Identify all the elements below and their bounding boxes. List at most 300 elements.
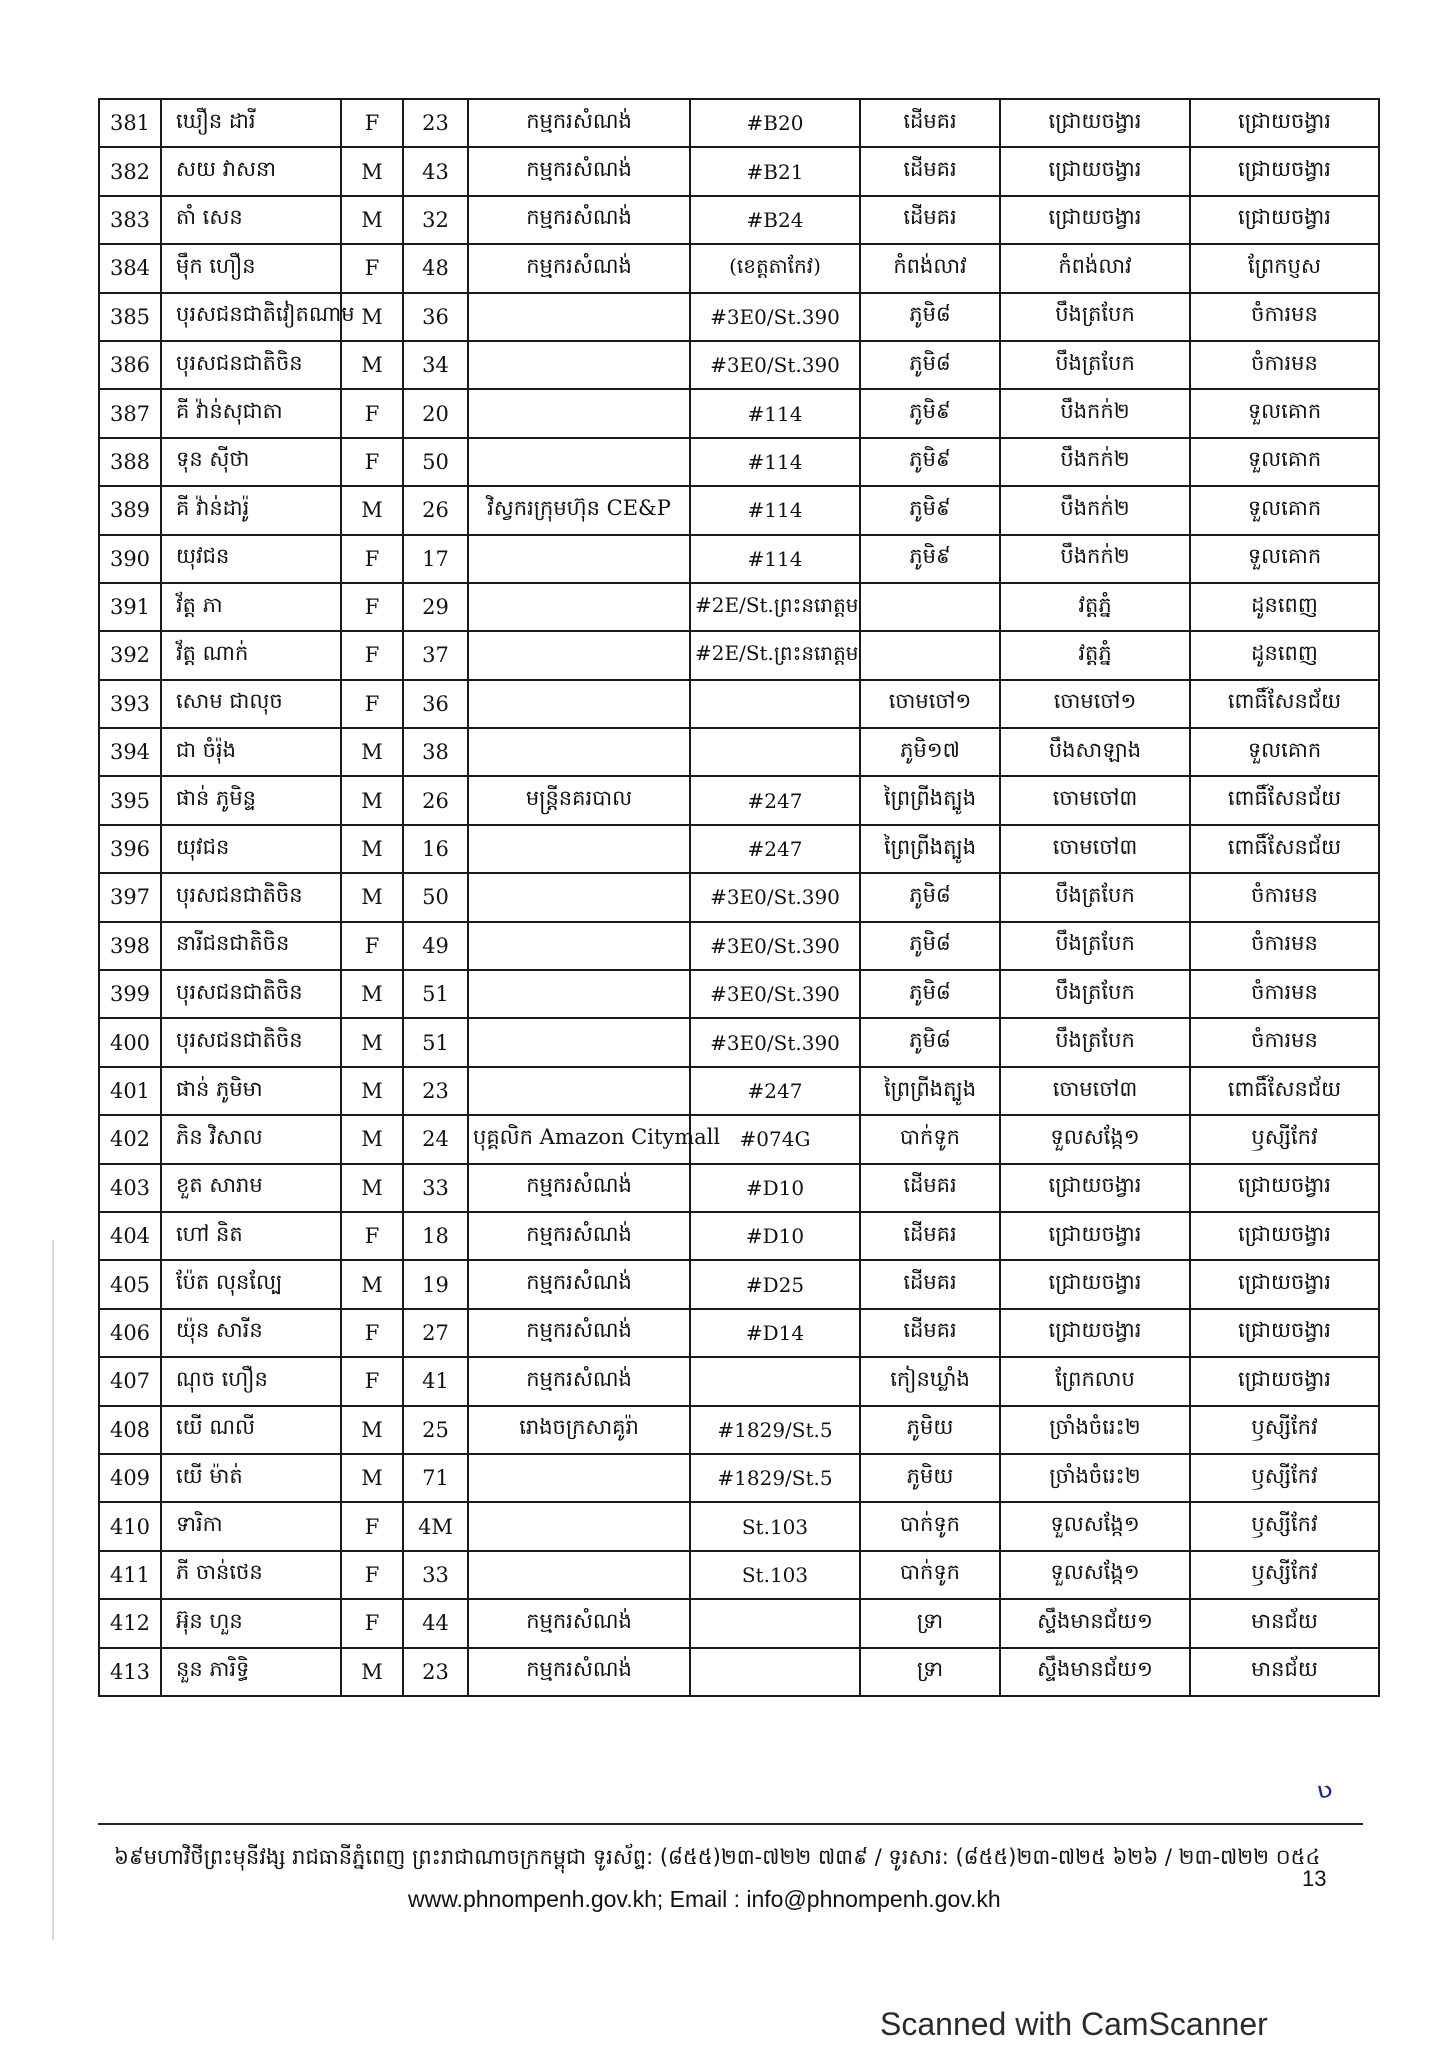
occupation-cell: កម្មករសំណង់ — [468, 99, 690, 147]
row-number-cell: 410 — [99, 1502, 161, 1550]
row-number-cell: 405 — [99, 1260, 161, 1308]
person-name-cell: បុរសជនជាតិចិន — [161, 873, 341, 921]
commune-cell: បឹងសាឡាង — [1000, 728, 1190, 776]
row-number-cell: 402 — [99, 1115, 161, 1163]
table-row — [99, 1406, 1379, 1454]
village-cell: បាក់ទូក — [860, 1502, 1000, 1550]
page-number: 13 — [1302, 1866, 1327, 1891]
district-cell: ទួលគោក — [1190, 535, 1379, 583]
occupation-cell — [468, 293, 690, 341]
district-cell: ឫស្សីកែវ — [1190, 1406, 1379, 1454]
sex-cell: F — [341, 680, 403, 728]
commune-cell: បឹងត្របែក — [1000, 873, 1190, 921]
table-row — [99, 486, 1379, 534]
occupation-cell — [468, 1018, 690, 1066]
person-name-cell: ផាន់ ភូមិន្ទ — [161, 776, 341, 824]
age-cell: 50 — [403, 438, 468, 486]
row-number-cell: 385 — [99, 293, 161, 341]
row-number-cell: 412 — [99, 1599, 161, 1647]
commune-cell: បឹងកក់២ — [1000, 438, 1190, 486]
commune-cell: វត្តភ្នំ — [1000, 583, 1190, 631]
age-cell: 4M — [403, 1502, 468, 1550]
table-row — [99, 535, 1379, 583]
age-cell: 33 — [403, 1164, 468, 1212]
house-address-cell: #D10 — [690, 1164, 860, 1212]
district-cell: ពោធិ៍សែនជ័យ — [1190, 825, 1379, 873]
sex-cell: F — [341, 1551, 403, 1599]
person-name-cell: វ័ត្ត ណាក់ — [161, 631, 341, 679]
age-cell: 29 — [403, 583, 468, 631]
district-cell: ជ្រោយចង្វារ — [1190, 1260, 1379, 1308]
initial-signature: ᶹ — [1313, 1770, 1340, 1823]
village-cell: ភូមិ៨ — [860, 970, 1000, 1018]
house-address-cell: #2E/St.ព្រះនរោត្តម — [690, 583, 860, 631]
person-name-cell: សយ វាសនា — [161, 147, 341, 195]
occupation-cell — [468, 728, 690, 776]
row-number-cell: 398 — [99, 922, 161, 970]
occupation-cell: កម្មករសំណង់ — [468, 196, 690, 244]
occupation-cell: បុគ្គលិក Amazon Citymall — [468, 1115, 690, 1163]
person-name-cell: តាំ សេន — [161, 196, 341, 244]
person-name-cell: សោម ជាលុច — [161, 680, 341, 728]
district-cell: ចំការមន — [1190, 341, 1379, 389]
commune-cell: ជ្រោយចង្វារ — [1000, 99, 1190, 147]
house-address-cell: St.103 — [690, 1502, 860, 1550]
village-cell: ដើមគរ — [860, 196, 1000, 244]
village-cell: ភូមិ៨ — [860, 341, 1000, 389]
person-name-cell: ហៅ និត — [161, 1212, 341, 1260]
occupation-cell: រោងចក្រសាគូរ៉ា — [468, 1406, 690, 1454]
person-name-cell: យើ ម៉ាត់ — [161, 1454, 341, 1502]
house-address-cell: #1829/St.5 — [690, 1406, 860, 1454]
age-cell: 41 — [403, 1357, 468, 1405]
house-address-cell: #D25 — [690, 1260, 860, 1308]
person-name-cell: ផាន់ ភូមិមា — [161, 1067, 341, 1115]
person-name-cell: បុរសជនជាតិចិន — [161, 970, 341, 1018]
scan-edge-line — [52, 1240, 54, 1940]
age-cell: 48 — [403, 244, 468, 292]
row-number-cell: 386 — [99, 341, 161, 389]
row-number-cell: 400 — [99, 1018, 161, 1066]
occupation-cell: កម្មករសំណង់ — [468, 1357, 690, 1405]
sex-cell: M — [341, 293, 403, 341]
person-name-cell: នារីជនជាតិចិន — [161, 922, 341, 970]
commune-cell: បឹងកក់២ — [1000, 486, 1190, 534]
sex-cell: F — [341, 1502, 403, 1550]
sex-cell: F — [341, 244, 403, 292]
district-cell: ចំការមន — [1190, 922, 1379, 970]
village-cell — [860, 583, 1000, 631]
person-name-cell: យុវជន — [161, 535, 341, 583]
row-number-cell: 403 — [99, 1164, 161, 1212]
sex-cell: M — [341, 728, 403, 776]
house-address-cell: #1829/St.5 — [690, 1454, 860, 1502]
district-cell: ពោធិ៍សែនជ័យ — [1190, 776, 1379, 824]
occupation-cell — [468, 583, 690, 631]
row-number-cell: 383 — [99, 196, 161, 244]
table-row — [99, 825, 1379, 873]
house-address-cell: (ខេត្តតាកែវ) — [690, 244, 860, 292]
row-number-cell: 387 — [99, 389, 161, 437]
person-name-cell: ភី ចាន់ថេន — [161, 1551, 341, 1599]
age-cell: 51 — [403, 970, 468, 1018]
house-address-cell: #247 — [690, 1067, 860, 1115]
age-cell: 50 — [403, 873, 468, 921]
row-number-cell: 413 — [99, 1648, 161, 1696]
camscanner-watermark: Scanned with CamScanner — [880, 2006, 1268, 2042]
row-number-cell: 388 — [99, 438, 161, 486]
commune-cell: ជ្រោយចង្វារ — [1000, 1164, 1190, 1212]
age-cell: 34 — [403, 341, 468, 389]
age-cell: 27 — [403, 1309, 468, 1357]
sex-cell: M — [341, 1067, 403, 1115]
row-number-cell: 389 — [99, 486, 161, 534]
district-cell: ចំការមន — [1190, 970, 1379, 1018]
occupation-cell: កម្មករសំណង់ — [468, 1648, 690, 1696]
sex-cell: F — [341, 99, 403, 147]
village-cell: បាក់ទូក — [860, 1115, 1000, 1163]
person-name-cell: ទុន ស៊ីថា — [161, 438, 341, 486]
village-cell: ភូមិ៨ — [860, 293, 1000, 341]
table-row — [99, 728, 1379, 776]
age-cell: 26 — [403, 486, 468, 534]
occupation-cell: វិស្វករក្រុមហ៊ុន CE&P — [468, 486, 690, 534]
age-cell: 51 — [403, 1018, 468, 1066]
sex-cell: M — [341, 1406, 403, 1454]
occupation-cell: កម្មករសំណង់ — [468, 1212, 690, 1260]
footer-contact: www.phnompenh.gov.kh; Email : info@phnompenh.gov.kh — [408, 1886, 1001, 1912]
sex-cell: F — [341, 438, 403, 486]
table-row — [99, 1164, 1379, 1212]
row-number-cell: 391 — [99, 583, 161, 631]
person-name-cell: បុរសជនជាតិចិន — [161, 341, 341, 389]
village-cell: កៀនឃ្លាំង — [860, 1357, 1000, 1405]
house-address-cell: #114 — [690, 535, 860, 583]
occupation-cell — [468, 970, 690, 1018]
records-table-wrapper — [98, 98, 1378, 1697]
district-cell: ទួលគោក — [1190, 438, 1379, 486]
house-address-cell — [690, 728, 860, 776]
row-number-cell: 390 — [99, 535, 161, 583]
table-row — [99, 1454, 1379, 1502]
sex-cell: F — [341, 1599, 403, 1647]
house-address-cell: #3E0/St.390 — [690, 1018, 860, 1066]
commune-cell: បឹងត្របែក — [1000, 341, 1190, 389]
occupation-cell — [468, 680, 690, 728]
district-cell: ព្រែកប្ញស — [1190, 244, 1379, 292]
row-number-cell: 399 — [99, 970, 161, 1018]
house-address-cell: #3E0/St.390 — [690, 293, 860, 341]
sex-cell: F — [341, 535, 403, 583]
district-cell: ចំការមន — [1190, 293, 1379, 341]
commune-cell: បឹងកក់២ — [1000, 535, 1190, 583]
occupation-cell: កម្មករសំណង់ — [468, 147, 690, 195]
house-address-cell: #114 — [690, 486, 860, 534]
commune-cell: ស្ទឹងមានជ័យ១ — [1000, 1648, 1190, 1696]
house-address-cell: #2E/St.ព្រះនរោត្តម — [690, 631, 860, 679]
commune-cell: ព្រែកលាប — [1000, 1357, 1190, 1405]
commune-cell: វត្តភ្នំ — [1000, 631, 1190, 679]
village-cell: បាក់ទូក — [860, 1551, 1000, 1599]
commune-cell: ចោមចៅ៣ — [1000, 1067, 1190, 1115]
age-cell: 20 — [403, 389, 468, 437]
sex-cell: F — [341, 1212, 403, 1260]
person-name-cell: វ័ត្ត ភា — [161, 583, 341, 631]
house-address-cell — [690, 680, 860, 728]
sex-cell: M — [341, 1648, 403, 1696]
house-address-cell: #B24 — [690, 196, 860, 244]
commune-cell: បឹងត្របែក — [1000, 293, 1190, 341]
row-number-cell: 397 — [99, 873, 161, 921]
table-row — [99, 970, 1379, 1018]
person-name-cell: ឃឿន ដារី — [161, 99, 341, 147]
district-cell: ជ្រោយចង្វារ — [1190, 1212, 1379, 1260]
person-name-cell: គី វ៉ាន់សុជាតា — [161, 389, 341, 437]
occupation-cell: កម្មករសំណង់ — [468, 1260, 690, 1308]
occupation-cell: កម្មករសំណង់ — [468, 1599, 690, 1647]
table-row — [99, 1115, 1379, 1163]
occupation-cell: កម្មករសំណង់ — [468, 1309, 690, 1357]
age-cell: 33 — [403, 1551, 468, 1599]
village-cell — [860, 631, 1000, 679]
occupation-cell: មន្ត្រីនគរបាល — [468, 776, 690, 824]
commune-cell: ស្ទឹងមានជ័យ១ — [1000, 1599, 1190, 1647]
village-cell: កំពង់លាវ — [860, 244, 1000, 292]
commune-cell: ជ្រោយចង្វារ — [1000, 196, 1190, 244]
commune-cell: ជ្រោយចង្វារ — [1000, 1260, 1190, 1308]
house-address-cell: #114 — [690, 389, 860, 437]
commune-cell: ច្រាំងចំរេះ២ — [1000, 1406, 1190, 1454]
person-name-cell: ភិន វិសាល — [161, 1115, 341, 1163]
row-number-cell: 411 — [99, 1551, 161, 1599]
age-cell: 44 — [403, 1599, 468, 1647]
commune-cell: ចោមចៅ១ — [1000, 680, 1190, 728]
district-cell: ដូនពេញ — [1190, 583, 1379, 631]
table-row — [99, 583, 1379, 631]
row-number-cell: 393 — [99, 680, 161, 728]
village-cell: ដើមគរ — [860, 1309, 1000, 1357]
row-number-cell: 392 — [99, 631, 161, 679]
sex-cell: M — [341, 341, 403, 389]
sex-cell: M — [341, 970, 403, 1018]
district-cell: មានជ័យ — [1190, 1599, 1379, 1647]
records-table-body — [99, 99, 1379, 1696]
village-cell: ព្រៃព្រីងត្បូង — [860, 825, 1000, 873]
house-address-cell: #074G — [690, 1115, 860, 1163]
age-cell: 38 — [403, 728, 468, 776]
house-address-cell: #B20 — [690, 99, 860, 147]
district-cell: ឫស្សីកែវ — [1190, 1502, 1379, 1550]
age-cell: 25 — [403, 1406, 468, 1454]
sex-cell: F — [341, 583, 403, 631]
footer-address: ៦៩មហាវិថីព្រះមុនីវង្ស រាជធានីភ្នំពេញ ព្រះរាជាណាចក្រកម្ពុជា ទូរស័ព្ទ: (៨៥៥)២៣-៧២២ ៧៣៩ / ទូរសារ: (៨៥៥)២៣-៧២៥ ៦២៦ / ២៣-៧២២ ០៥៤ — [114, 1845, 1321, 1869]
commune-cell: បឹងត្របែក — [1000, 1018, 1190, 1066]
sex-cell: F — [341, 389, 403, 437]
person-name-cell: បុរសជនជាតិចិន — [161, 1018, 341, 1066]
table-row — [99, 680, 1379, 728]
row-number-cell: 382 — [99, 147, 161, 195]
sex-cell: M — [341, 776, 403, 824]
occupation-cell — [468, 631, 690, 679]
row-number-cell: 408 — [99, 1406, 161, 1454]
commune-cell: បឹងត្របែក — [1000, 970, 1190, 1018]
house-address-cell — [690, 1599, 860, 1647]
sex-cell: M — [341, 873, 403, 921]
footer-rule — [98, 1823, 1363, 1825]
row-number-cell: 401 — [99, 1067, 161, 1115]
person-name-cell: ម៉ឹក ហឿន — [161, 244, 341, 292]
house-address-cell: #D10 — [690, 1212, 860, 1260]
village-cell: ភូមិ៩ — [860, 486, 1000, 534]
row-number-cell: 409 — [99, 1454, 161, 1502]
occupation-cell — [468, 1067, 690, 1115]
age-cell: 36 — [403, 293, 468, 341]
person-name-cell: យើ ណលី — [161, 1406, 341, 1454]
district-cell: ជ្រោយចង្វារ — [1190, 1357, 1379, 1405]
person-name-cell: យ៉ុន សារីន — [161, 1309, 341, 1357]
village-cell: ដើមគរ — [860, 1260, 1000, 1308]
age-cell: 49 — [403, 922, 468, 970]
house-address-cell: #114 — [690, 438, 860, 486]
house-address-cell — [690, 1357, 860, 1405]
district-cell: ទួលគោក — [1190, 728, 1379, 776]
occupation-cell: កម្មករសំណង់ — [468, 244, 690, 292]
house-address-cell: #3E0/St.390 — [690, 873, 860, 921]
table-row — [99, 1018, 1379, 1066]
table-row — [99, 389, 1379, 437]
commune-cell: ទួលសង្កែ១ — [1000, 1115, 1190, 1163]
table-row — [99, 1599, 1379, 1647]
district-cell: ជ្រោយចង្វារ — [1190, 99, 1379, 147]
table-row — [99, 293, 1379, 341]
house-address-cell: #247 — [690, 776, 860, 824]
commune-cell: បឹងត្របែក — [1000, 922, 1190, 970]
table-row — [99, 1260, 1379, 1308]
district-cell: ចំការមន — [1190, 1018, 1379, 1066]
records-table — [98, 98, 1380, 1697]
person-name-cell: យុវជន — [161, 825, 341, 873]
sex-cell: F — [341, 631, 403, 679]
age-cell: 71 — [403, 1454, 468, 1502]
table-row — [99, 1502, 1379, 1550]
table-row — [99, 99, 1379, 147]
house-address-cell: St.103 — [690, 1551, 860, 1599]
row-number-cell: 384 — [99, 244, 161, 292]
district-cell: ជ្រោយចង្វារ — [1190, 1309, 1379, 1357]
sex-cell: M — [341, 825, 403, 873]
occupation-cell — [468, 438, 690, 486]
sex-cell: M — [341, 1164, 403, 1212]
district-cell: ពោធិ៍សែនជ័យ — [1190, 1067, 1379, 1115]
commune-cell: ច្រាំងចំរេះ២ — [1000, 1454, 1190, 1502]
table-row — [99, 873, 1379, 921]
house-address-cell: #3E0/St.390 — [690, 341, 860, 389]
occupation-cell — [468, 389, 690, 437]
table-row — [99, 1357, 1379, 1405]
person-name-cell: អ៊ុន ហួន — [161, 1599, 341, 1647]
district-cell: មានជ័យ — [1190, 1648, 1379, 1696]
row-number-cell: 404 — [99, 1212, 161, 1260]
occupation-cell — [468, 825, 690, 873]
occupation-cell — [468, 873, 690, 921]
village-cell: ភូមិ៩ — [860, 535, 1000, 583]
person-name-cell: ណុច ហឿន — [161, 1357, 341, 1405]
table-row — [99, 438, 1379, 486]
village-cell: ព្រៃព្រីងត្បូង — [860, 776, 1000, 824]
row-number-cell: 406 — [99, 1309, 161, 1357]
village-cell: ភូមិ១៧ — [860, 728, 1000, 776]
district-cell: ឫស្សីកែវ — [1190, 1454, 1379, 1502]
village-cell: ដើមគរ — [860, 147, 1000, 195]
table-row — [99, 1551, 1379, 1599]
age-cell: 32 — [403, 196, 468, 244]
village-cell: ភូមិ៨ — [860, 873, 1000, 921]
person-name-cell: បុរសជនជាតិវៀតណាម — [161, 293, 341, 341]
sex-cell: F — [341, 1309, 403, 1357]
village-cell: ដើមគរ — [860, 1212, 1000, 1260]
age-cell: 17 — [403, 535, 468, 583]
commune-cell: ជ្រោយចង្វារ — [1000, 1309, 1190, 1357]
age-cell: 18 — [403, 1212, 468, 1260]
sex-cell: M — [341, 147, 403, 195]
person-name-cell: គី វ៉ាន់ដារ៉ូ — [161, 486, 341, 534]
commune-cell: ចោមចៅ៣ — [1000, 776, 1190, 824]
commune-cell: ជ្រោយចង្វារ — [1000, 147, 1190, 195]
person-name-cell: ប៉ែត លុនល្បែ — [161, 1260, 341, 1308]
district-cell: ជ្រោយចង្វារ — [1190, 1164, 1379, 1212]
sex-cell: F — [341, 1357, 403, 1405]
house-address-cell: #247 — [690, 825, 860, 873]
occupation-cell — [468, 1502, 690, 1550]
village-cell: ព្រៃព្រីងត្បូង — [860, 1067, 1000, 1115]
sex-cell: M — [341, 1260, 403, 1308]
table-row — [99, 1067, 1379, 1115]
village-cell: ទ្រា — [860, 1648, 1000, 1696]
table-row — [99, 341, 1379, 389]
district-cell: ពោធិ៍សែនជ័យ — [1190, 680, 1379, 728]
row-number-cell: 395 — [99, 776, 161, 824]
district-cell: ឫស្សីកែវ — [1190, 1115, 1379, 1163]
sex-cell: M — [341, 1018, 403, 1066]
sex-cell: F — [341, 922, 403, 970]
age-cell: 36 — [403, 680, 468, 728]
age-cell: 16 — [403, 825, 468, 873]
age-cell: 19 — [403, 1260, 468, 1308]
table-row — [99, 631, 1379, 679]
district-cell: ដូនពេញ — [1190, 631, 1379, 679]
age-cell: 26 — [403, 776, 468, 824]
house-address-cell — [690, 1648, 860, 1696]
village-cell: ដើមគរ — [860, 99, 1000, 147]
district-cell: ទួលគោក — [1190, 486, 1379, 534]
district-cell: ជ្រោយចង្វារ — [1190, 147, 1379, 195]
house-address-cell: #3E0/St.390 — [690, 970, 860, 1018]
age-cell: 24 — [403, 1115, 468, 1163]
village-cell: ចោមចៅ១ — [860, 680, 1000, 728]
district-cell: ឫស្សីកែវ — [1190, 1551, 1379, 1599]
age-cell: 23 — [403, 1067, 468, 1115]
table-row — [99, 196, 1379, 244]
occupation-cell: កម្មករសំណង់ — [468, 1164, 690, 1212]
commune-cell: ទួលសង្កែ១ — [1000, 1502, 1190, 1550]
commune-cell: ជ្រោយចង្វារ — [1000, 1212, 1190, 1260]
village-cell: ភូមិ៨ — [860, 922, 1000, 970]
table-row — [99, 1309, 1379, 1357]
age-cell: 23 — [403, 99, 468, 147]
person-name-cell: នួន ភារិទ្ធិ — [161, 1648, 341, 1696]
village-cell: ភូមិយ — [860, 1454, 1000, 1502]
table-row — [99, 1212, 1379, 1260]
